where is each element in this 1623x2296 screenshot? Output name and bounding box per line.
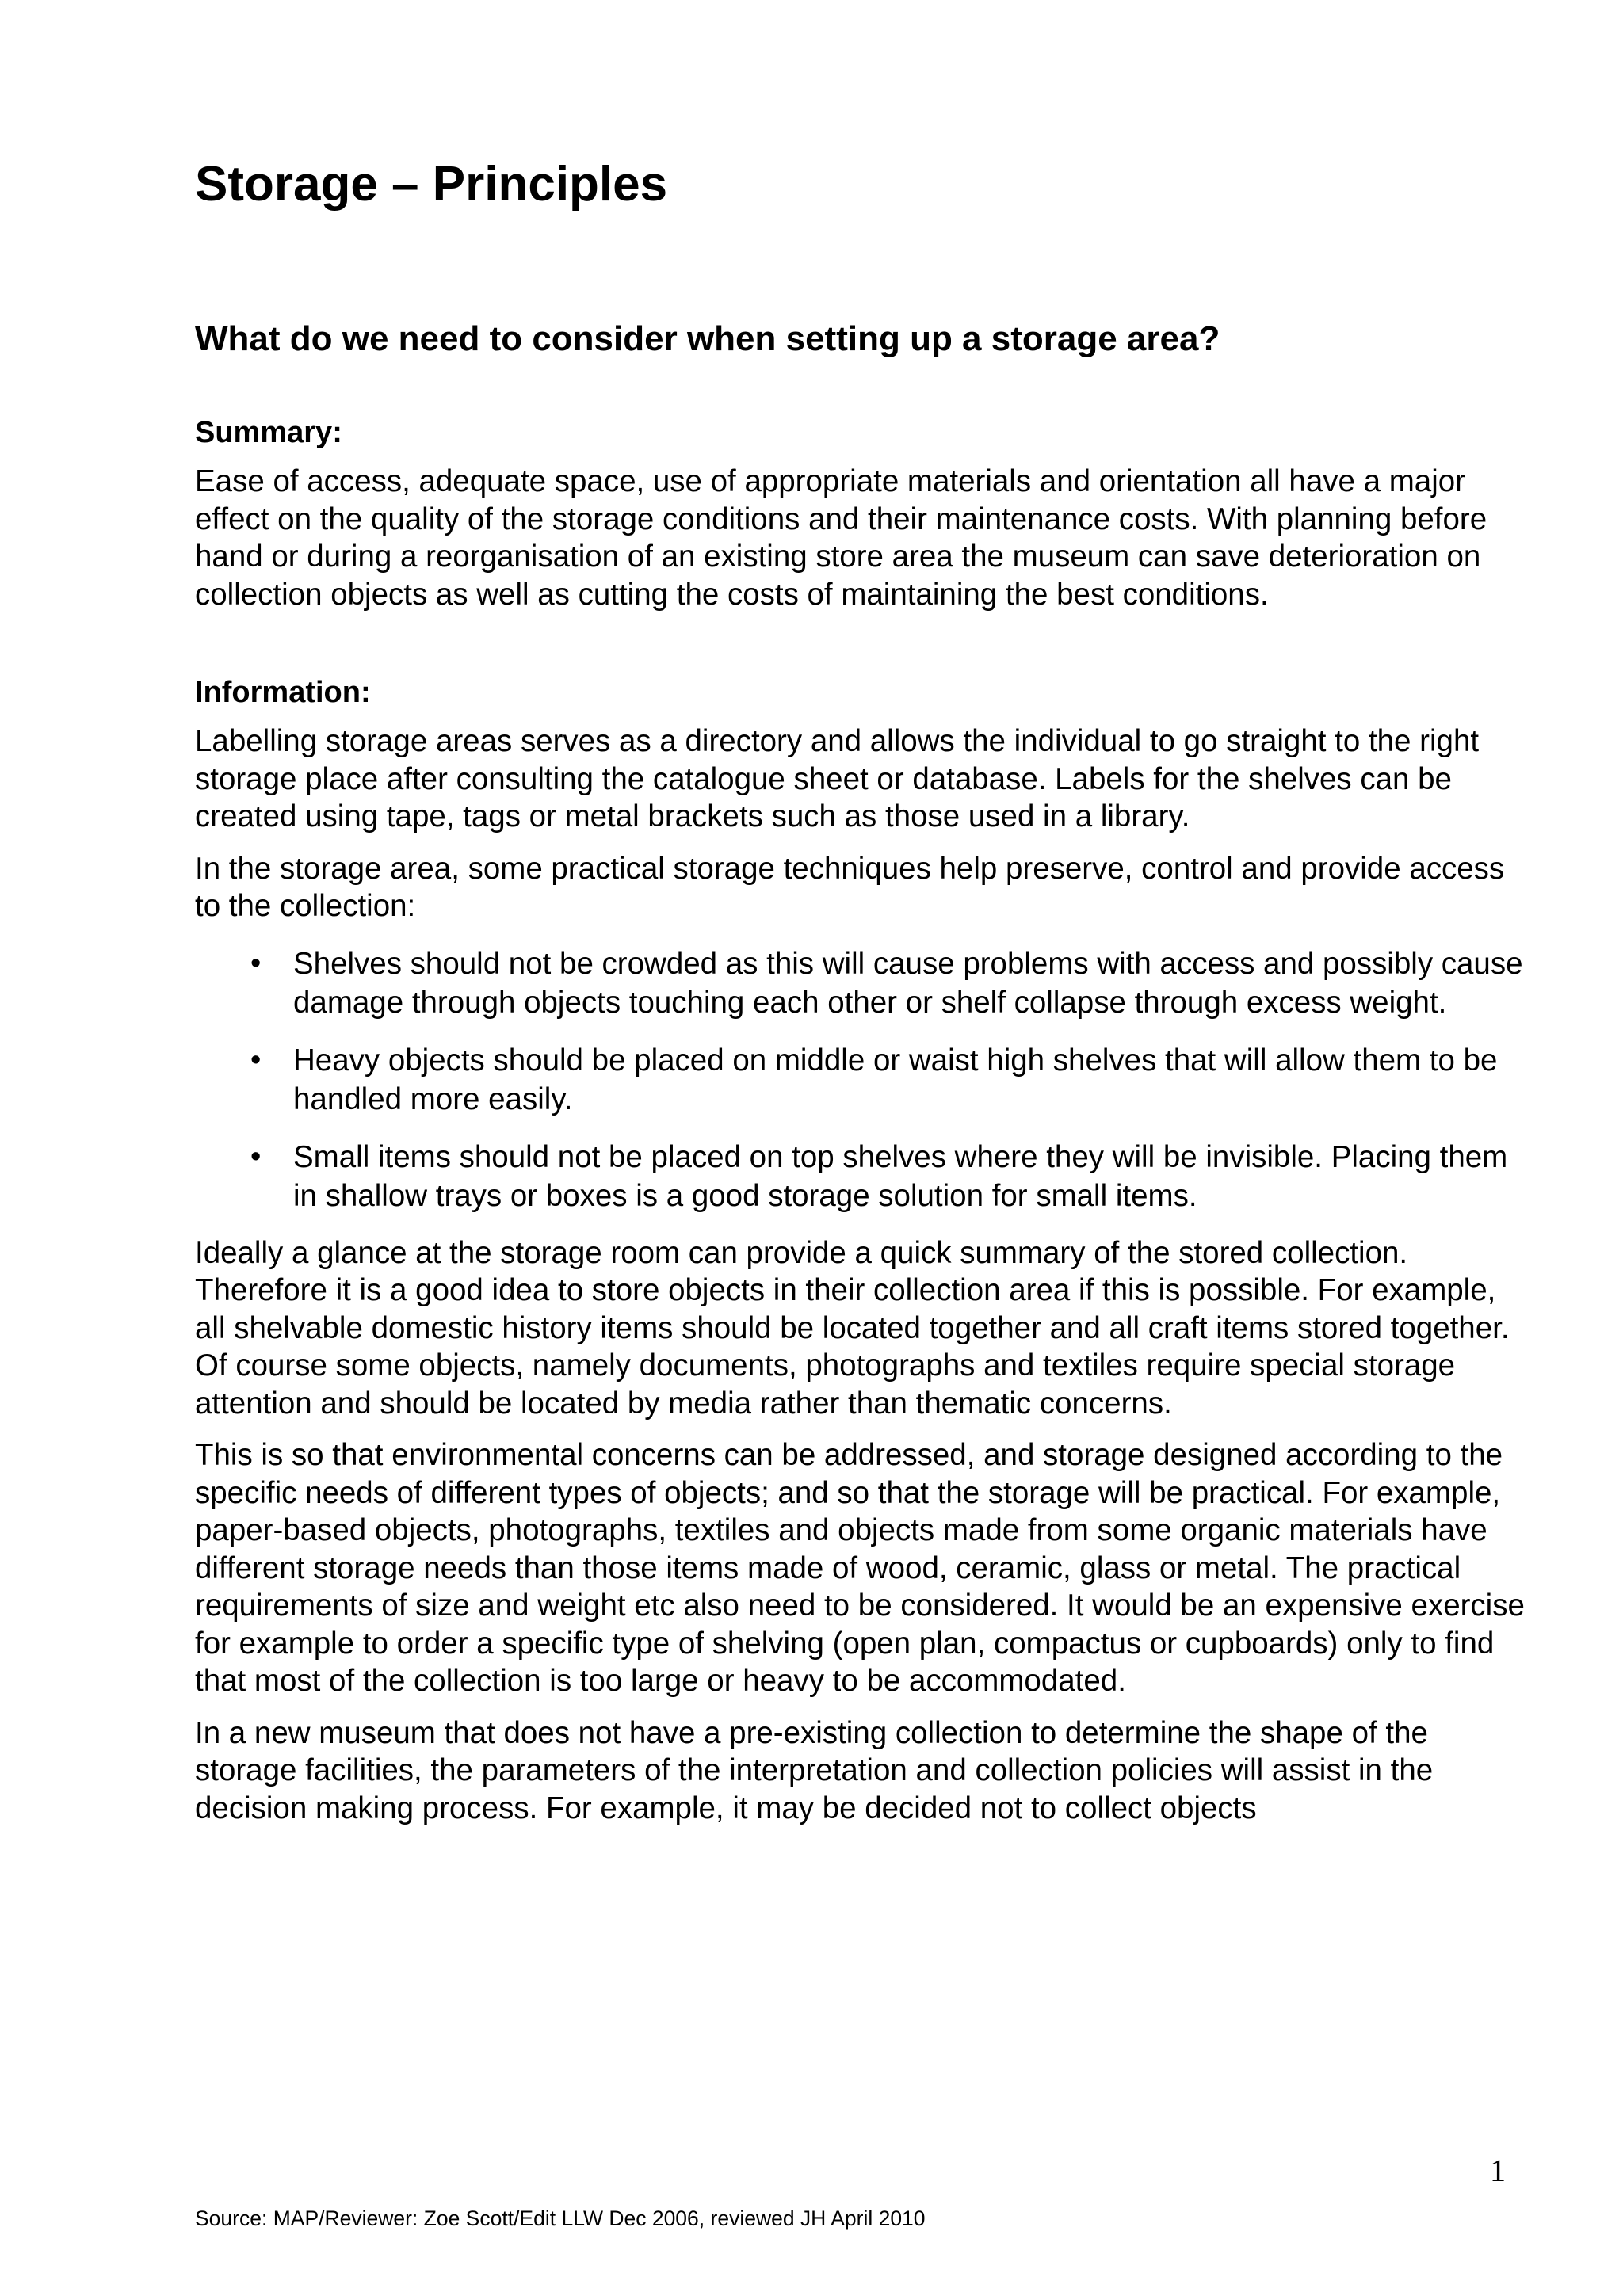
footer-source: Source: MAP/Reviewer: Zoe Scott/Edit LLW Dec 2006, reviewed JH April 2010	[195, 2206, 926, 2230]
summary-paragraph: Ease of access, adequate space, use of appropriate materials and orientation all have a major effect on the quality of the storage conditions and their maintenance costs. With planning before hand or during a reorganisation of an existing store area the museum can save deterioration on collection objects as well as cutting the costs of maintaining the best conditions.	[195, 464, 1487, 612]
info-paragraph-new-museum: In a new museum that does not have a pre-existing collection to determine the shape of the storage facilities, the parameters of the interpretation and collection policies will assist in the decision making process. For example, it may be decided not to collect objects	[195, 1715, 1434, 1825]
bullet-item	[195, 944, 1526, 1022]
info-paragraph-techniques: In the storage area, some practical storage techniques help preserve, control and provide access to the collection:	[195, 851, 1505, 923]
page-number: 1	[1490, 2153, 1506, 2188]
information-heading: Information:	[195, 676, 371, 709]
bullet-icon: •	[250, 1139, 262, 1173]
page-title: Storage – Principles	[195, 157, 668, 212]
page-subtitle: What do we need to consider when setting up a storage area?	[195, 319, 1220, 358]
bullet-item	[195, 1138, 1526, 1215]
bullet-text: Shelves should not be crowded as this will cause problems with access and possibly cause damage through objects touching each other or shelf collapse through excess weight.	[293, 946, 1523, 1020]
bullet-text: Small items should not be placed on top shelves where they will be invisible. Placing them in shallow trays or boxes is a good storage solution for small items.	[293, 1139, 1508, 1213]
info-paragraph-labelling: Labelling storage areas serves as a directory and allows the individual to go straight to the right storage place after consulting the catalogue sheet or database. Labels for the shelves can be created using tape, tags or metal brackets such as those used in a library.	[195, 724, 1480, 833]
bullet-icon: •	[250, 1043, 262, 1077]
page-content	[195, 149, 1526, 1827]
summary-heading: Summary:	[195, 416, 342, 449]
bullet-icon: •	[250, 946, 262, 980]
info-paragraph-environmental: This is so that environmental concerns can be addressed, and storage designed according to the specific needs of different types of objects; and so that the storage will be practical. For example, paper-based objects, photographs, textiles and objects made from some organic materials have different storage needs than those items made of wood, ceramic, glass or metal. The practical requirements of size and weight etc also need to be considered. It would be an expensive exercise for example to order a specific type of shelving (open plan, compactus or cupboards) only to find that most of the collection is too large or heavy to be accommodated.	[195, 1438, 1525, 1698]
techniques-bullet-list	[195, 944, 1526, 1215]
bullet-item	[195, 1041, 1526, 1119]
bullet-text: Heavy objects should be placed on middle or waist high shelves that will allow them to be handled more easily.	[293, 1043, 1498, 1116]
info-paragraph-glance: Ideally a glance at the storage room can provide a quick summary of the stored collection. Therefore it is a good idea to store objects in their collection area if this is possible. For example, all shelvable domestic history items should be located together and all craft items stored together. Of course some objects, namely documents, photographs and textiles require special storage attention and should be located by media rather than thematic concerns.	[195, 1235, 1510, 1421]
